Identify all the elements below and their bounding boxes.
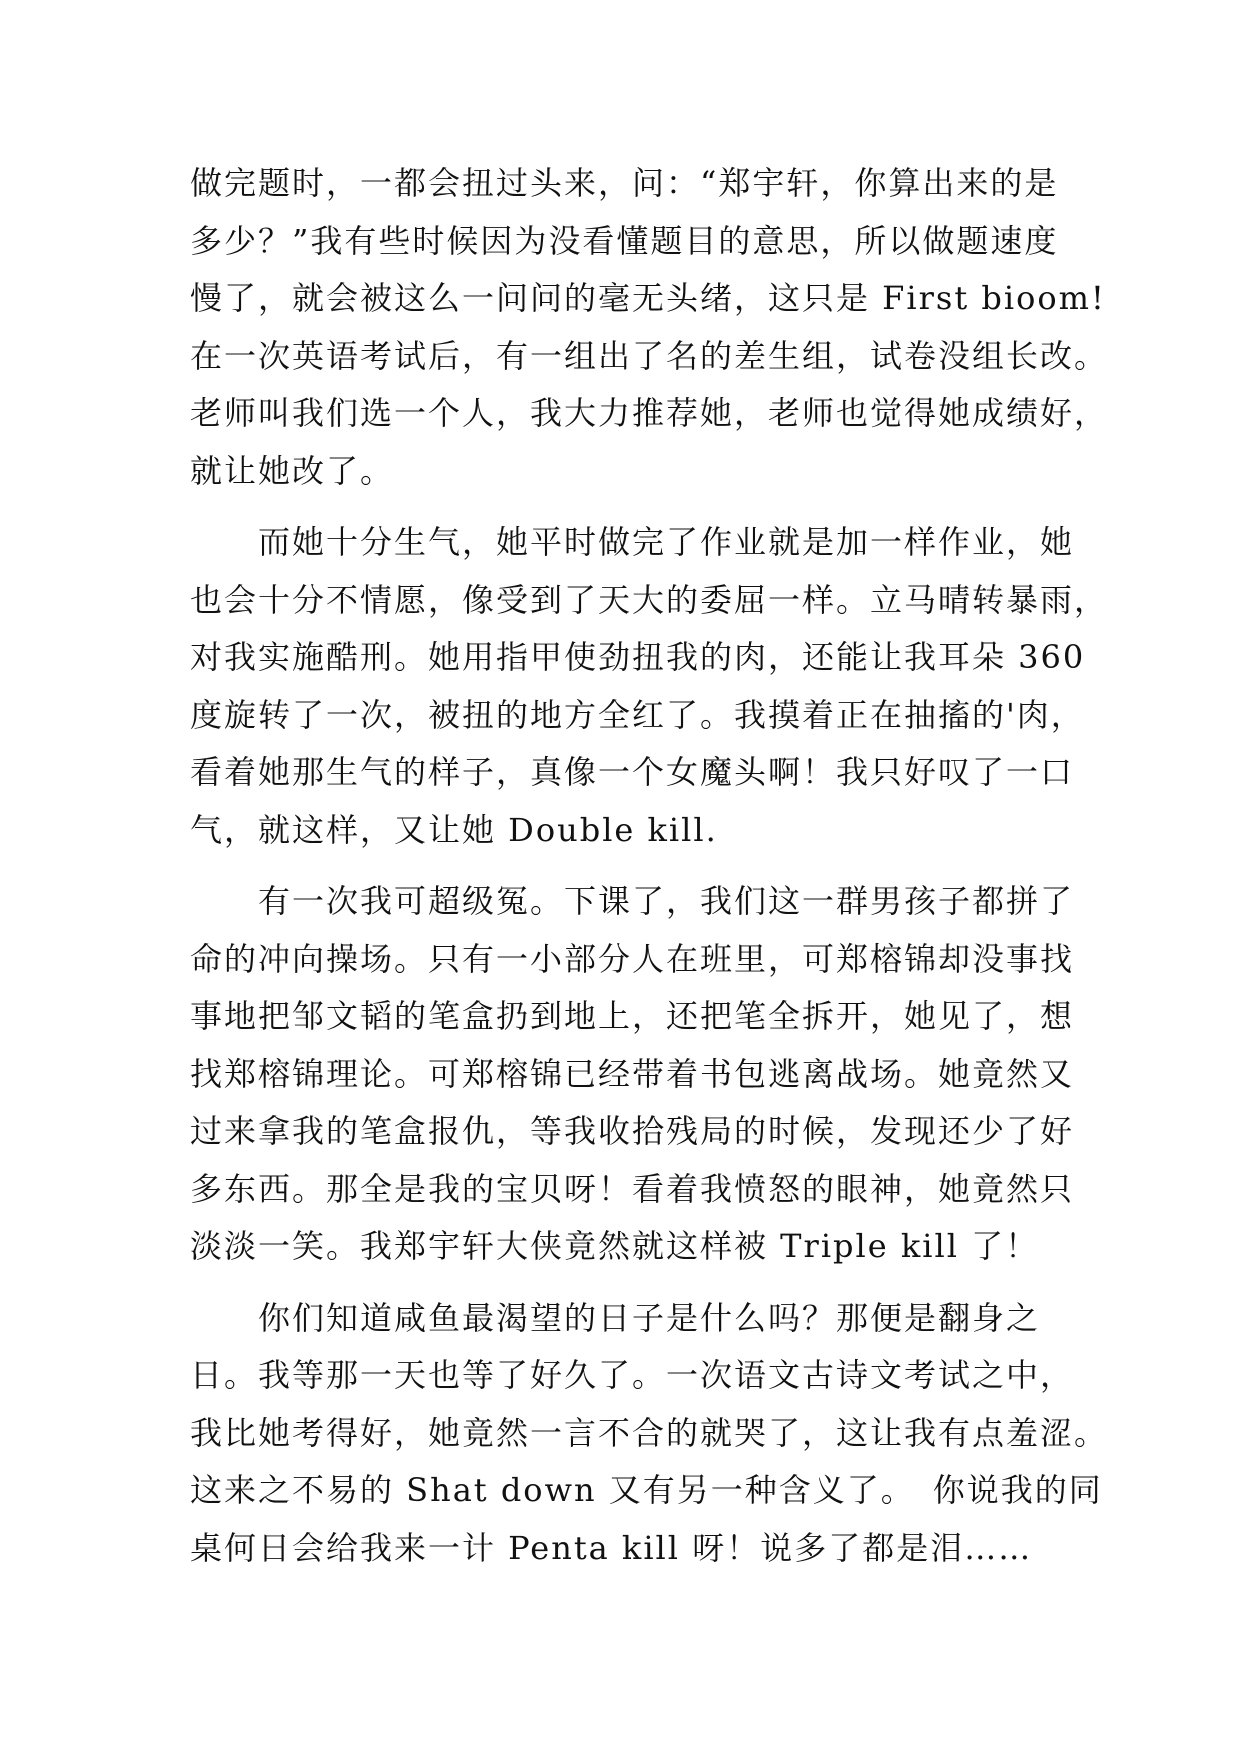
text-line: 看着她那生气的样子，真像一个女魔头啊！我只好叹了一口 xyxy=(190,753,1075,791)
text-line: 多东西。那全是我的宝贝呀！看着我愤怒的眼神，她竟然只 xyxy=(190,1169,1075,1208)
text-line: 对我实施酷刑。她用指甲使劲扭我的肉，还能让我耳朵 360 xyxy=(190,638,1086,676)
text-line: 也会十分不情愿，像受到了天大的委屈一样。立马晴转暴雨， xyxy=(190,580,1109,619)
text-line: 做完题时，一都会扭过头来，问：“郑宇轩，你算出来的是 xyxy=(190,164,1059,202)
text-line: 我比她考得好，她竟然一言不合的就哭了，这让我有点羞涩。 xyxy=(190,1413,1109,1452)
text-line: 淡淡一笑。我郑宇轩大侠竟然就这样被 Triple kill 了！ xyxy=(190,1227,1040,1265)
text-line: 气，就这样，又让她 Double kill. xyxy=(190,810,718,849)
text-line: 度旋转了一次，被扭的地方全红了。我摸着正在抽搐的'肉， xyxy=(190,695,1085,734)
paragraph-3 xyxy=(190,873,1075,1276)
text-line: 这来之不易的 Shat down 又有另一种含义了。 你说我的同 xyxy=(190,1471,1103,1509)
paragraph-2 xyxy=(190,514,1109,859)
text-line: 就让她改了。 xyxy=(190,451,395,490)
text-line: 而她十分生气，她平时做完了作业就是加一样作业，她 xyxy=(190,523,1075,561)
text-line: 老师叫我们选一个人，我大力推荐她，老师也觉得她成绩好， xyxy=(190,394,1109,432)
paragraph-1 xyxy=(190,155,1109,500)
text-line: 桌何日会给我来一计 Penta kill 呀！说多了都是泪…… xyxy=(190,1528,1033,1567)
text-line: 你们知道咸鱼最渴望的日子是什么吗？那便是翻身之 xyxy=(190,1298,1041,1337)
text-line: 慢了，就会被这么一问问的毫无头绪，这只是 First bioom! xyxy=(190,279,1106,317)
text-line: 日。我等那一天也等了好久了。一次语文古诗文考试之中， xyxy=(190,1356,1075,1394)
text-line: 在一次英语考试后，有一组出了名的差生组，试卷没组长改。 xyxy=(190,336,1109,375)
text-line: 命的冲向操场。只有一小部分人在班里，可郑榕锦却没事找 xyxy=(190,939,1075,978)
text-line: 过来拿我的笔盒报仇，等我收拾残局的时候，发现还少了好 xyxy=(190,1112,1075,1150)
text-line: 事地把邹文韬的笔盒扔到地上，还把笔全拆开，她见了，想 xyxy=(190,997,1075,1035)
paragraph-4 xyxy=(190,1290,1109,1578)
text-line: 找郑榕锦理论。可郑榕锦已经带着书包逃离战场。她竟然又 xyxy=(190,1054,1075,1093)
text-line: 有一次我可超级冤。下课了，我们这一群男孩子都拼了 xyxy=(190,882,1075,920)
document-body xyxy=(190,155,1109,1577)
text-line: 多少？”我有些时候因为没看懂题目的意思，所以做题速度 xyxy=(190,221,1059,260)
